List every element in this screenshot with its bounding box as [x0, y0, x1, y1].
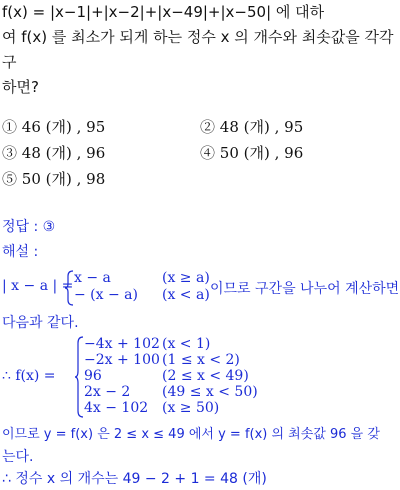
conclusion-line-1: 이므로 y = f(x) 은 2 ≤ x ≤ 49 에서 y = f(x) 의 최솟값 96 을 갖	[2, 427, 380, 442]
piecewise-definition	[2, 336, 398, 418]
case-1-cond: (x < 1)	[162, 336, 211, 352]
case-4-expr: 2x − 2	[84, 384, 131, 400]
case-5-expr: 4x − 102	[84, 400, 149, 416]
option-4-number: ④	[200, 144, 216, 162]
option-2-number: ②	[200, 118, 216, 136]
case-2-expr: −2x + 100	[84, 352, 160, 368]
abs-brace-icon	[64, 270, 74, 306]
option-4[interactable]	[200, 142, 303, 163]
next-line-text: 다음과 같다.	[2, 315, 79, 331]
option-2-text: 48 (개) , 95	[219, 118, 304, 136]
piecewise-brace-icon	[74, 336, 84, 418]
abs-lhs: | x − a | =	[2, 278, 74, 294]
option-5-text: 50 (개) , 98	[21, 170, 106, 188]
case-1-expr: −4x + 102	[84, 336, 160, 352]
option-5-number: ⑤	[2, 170, 18, 188]
abs-case-2-expr: − (x − a)	[74, 287, 138, 303]
abs-case-1-cond: (x ≥ a)	[162, 270, 210, 286]
question-line-3: 하면?	[2, 78, 39, 96]
abs-definition	[2, 270, 398, 306]
option-5[interactable]	[2, 168, 105, 189]
option-4-text: 50 (개) , 96	[219, 144, 304, 162]
option-3[interactable]	[2, 142, 105, 163]
explanation-label: 해설 :	[2, 244, 39, 260]
option-1-text: 46 (개) , 95	[21, 118, 106, 136]
question-text	[2, 0, 398, 100]
abs-case-2-cond: (x < a)	[162, 287, 210, 303]
final-answer-line: ∴ 정수 x 의 개수는 49 − 2 + 1 = 48 (개)	[2, 471, 267, 487]
question-line-1: f(x) = |x−1|+|x−2|+|x−49|+|x−50| 에 대하	[2, 3, 325, 21]
option-3-number: ③	[2, 144, 18, 162]
option-1[interactable]	[2, 116, 105, 137]
abs-case-1-expr: x − a	[74, 270, 111, 286]
answer-label: 정답 : ③	[2, 219, 56, 235]
case-4-cond: (49 ≤ x < 50)	[162, 384, 258, 400]
option-2[interactable]	[200, 116, 303, 137]
f-lhs: ∴ f(x) =	[2, 368, 56, 384]
case-5-cond: (x ≥ 50)	[162, 400, 220, 416]
option-3-text: 48 (개) , 96	[21, 144, 106, 162]
question-line-2: 여 f(x) 를 최소가 되게 하는 정수 x 의 개수와 최솟값을 각각 구	[2, 28, 394, 71]
abs-trailing-text: 이므로 구간을 나누어 계산하면	[210, 281, 400, 297]
conclusion-line-2: 는다.	[2, 449, 34, 465]
option-1-number: ①	[2, 118, 18, 136]
case-3-cond: (2 ≤ x < 49)	[162, 368, 249, 384]
case-3-expr: 96	[84, 368, 102, 384]
case-2-cond: (1 ≤ x < 2)	[162, 352, 240, 368]
